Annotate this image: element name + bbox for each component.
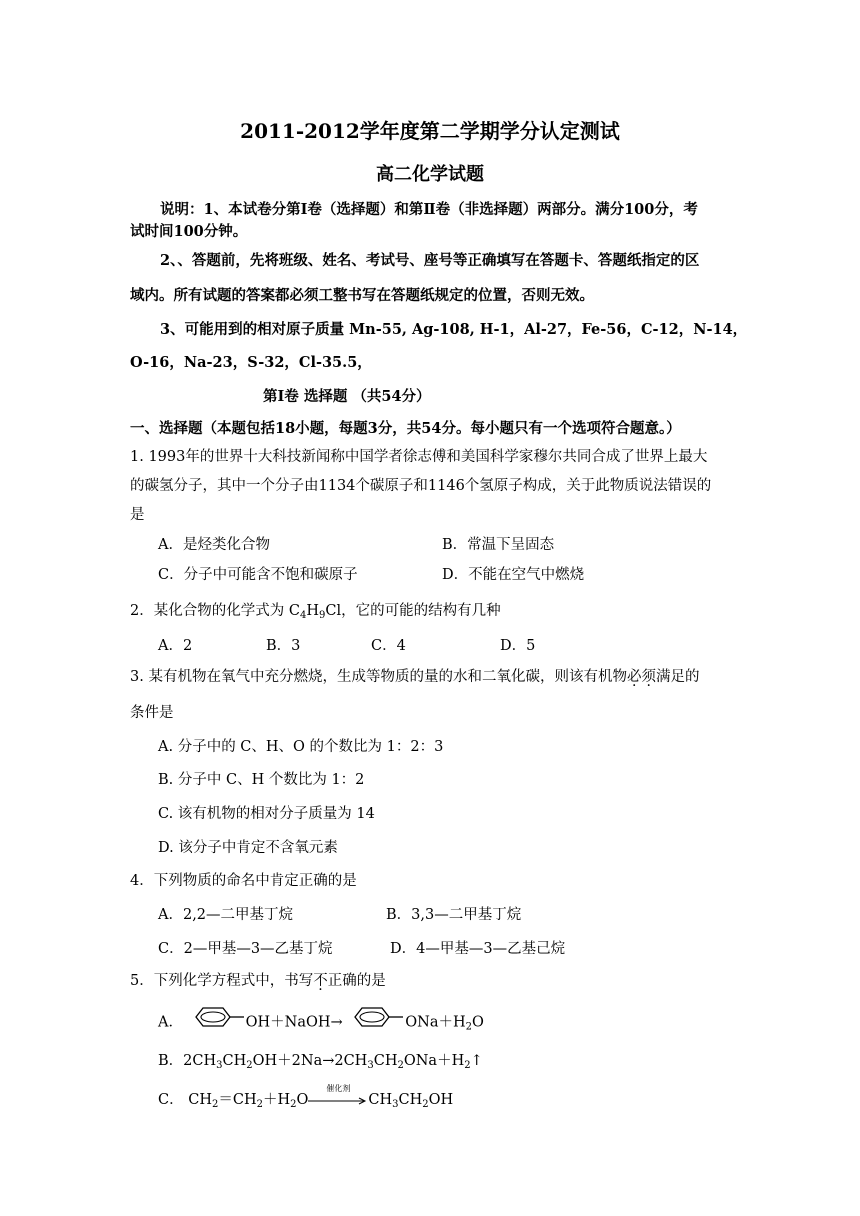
instruction-1-line-1: 说明：1、本试卷分第Ⅰ卷（选择题）和第Ⅱ卷（非选择题）两部分。满分100分，考 [160, 201, 698, 218]
instruction-3-line-2: O-16，Na-23，S-32，Cl-35.5， [130, 354, 372, 371]
instruction-2-line-1: 2、、答题前，先将班级、姓名、考试号、座号等正确填写在答题卡、答题纸指定的区 [160, 252, 700, 269]
q5-option-c: C． $CH_2=CH_2+H_2O$ 催化剂 $CH_3CH_2OH$ [158, 1084, 454, 1110]
q4-option-a: A．2,2—二甲基丁烷 [158, 907, 294, 923]
q2-option-d: D．5 [500, 638, 536, 654]
q1-option-c: C．分子中可能含不饱和碳原子 [158, 567, 358, 583]
exam-subtitle: 高二化学试题 [376, 164, 484, 185]
q1-stem-line-2: 的碳氢分子，其中一个分子由1134个碳原子和1146个氢原子构成，关于此物质说法错误的 [130, 478, 712, 494]
q3-option-b: B. 分子中 C、H 个数比为 1：2 [158, 772, 365, 788]
q1-option-b: B．常温下呈固态 [442, 537, 555, 553]
q1-option-a: A．是烃类化合物 [158, 537, 270, 553]
section-heading: 第Ⅰ卷 选择题 （共54分） [263, 388, 431, 405]
q2-option-a: A．2 [158, 638, 193, 654]
q5-option-a: A． OH＋NaOH→ $ONa+H_2O$ [158, 1005, 484, 1035]
q4-stem: 4．下列物质的命名中肯定正确的是 [130, 873, 357, 889]
q3-option-c: C. 该有机物的相对分子质量为 14 [158, 806, 375, 822]
part-heading: 一、选择题（本题包括18小题，每题3分，共54分。每小题只有一个选项符合题意。） [130, 420, 681, 437]
q3-option-d: D. 该分子中肯定不含氧元素 [158, 840, 338, 856]
q3-option-a: A. 分子中的 C、H、O 的个数比为 1：2：3 [158, 739, 444, 755]
q2-option-b: B．3 [266, 638, 301, 654]
q5-option-b: B．$2CH_3CH_2OH+2Na\to 2CH_3CH_2ONa+H_2↑$ [158, 1053, 483, 1071]
q3-stem-line-1: 3. 某有机物在氧气中充分燃烧，生成等物质的量的水和二氧化碳，则该有机物必须满足的 [130, 669, 700, 685]
benzene-ring-icon [347, 1005, 405, 1040]
instruction-2-line-2: 域内。所有试题的答案都必须工整书写在答题纸规定的位置，否则无效。 [130, 287, 594, 304]
q4-option-c: C．2—甲基—3—乙基丁烷 [158, 941, 333, 957]
q1-stem-line-1: 1. 1993年的世界十大科技新闻称中国学者徐志傅和美国科学家穆尔共同合成了世界上最大 [130, 449, 708, 465]
q2-option-c: C．4 [371, 638, 406, 654]
instruction-1-line-2: 试时间100分钟。 [130, 223, 248, 240]
exam-title: 2011-2012学年度第二学期学分认定测试 [240, 119, 620, 143]
instruction-3-line-1: 3、可能用到的相对原子质量 Mn-55, Ag-108, H-1，Al-27，Fe-56，C-12，N-14， [160, 321, 748, 338]
q1-stem-line-3: 是 [130, 507, 145, 523]
benzene-ring-icon [188, 1005, 246, 1040]
q3-stem-line-2: 条件是 [130, 705, 174, 721]
q1-option-d: D．不能在空气中燃烧 [442, 567, 585, 583]
reaction-arrow-icon: 催化剂 [308, 1093, 368, 1107]
q4-option-b: B．3,3—二甲基丁烷 [386, 907, 522, 923]
q5-stem: 5．下列化学方程式中，书写不正确的是 [130, 973, 386, 989]
q4-option-d: D．4—甲基—3—乙基己烷 [390, 941, 566, 957]
q2-stem: 2．某化合物的化学式为 $C_4H_9Cl$，它的可能的结构有几种 [130, 603, 501, 621]
